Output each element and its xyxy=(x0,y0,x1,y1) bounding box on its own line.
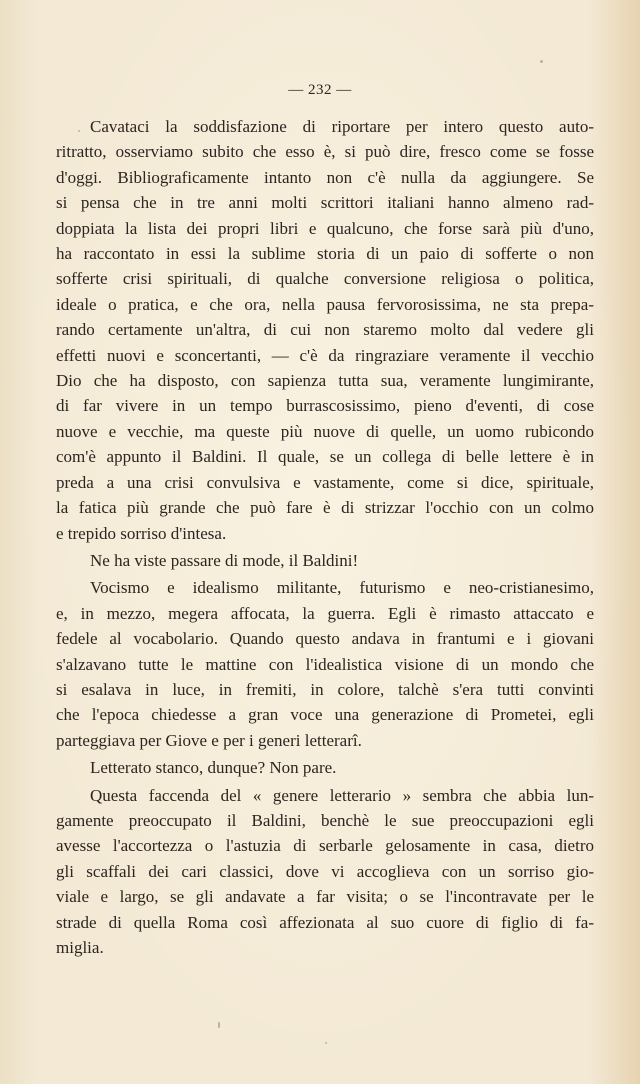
paper-speck xyxy=(78,130,80,132)
paper-speck xyxy=(325,1042,327,1044)
text-line: miglia. xyxy=(56,938,104,957)
text-line: rando certamente un'altra, di cui non staremo molto dal vedere gli xyxy=(56,320,594,340)
paragraph xyxy=(56,755,594,780)
text-line: Letterato stanco, dunque? Non pare. xyxy=(90,758,337,778)
paper-speck xyxy=(218,1022,220,1028)
text-line: e trepido sorriso d'intesa. xyxy=(56,523,227,543)
text-line: avesse l'accortezza o l'astuzia di serbarle gelosamente in casa, dietro xyxy=(56,836,594,856)
text-line: viale e largo, se gli andavate a far visita; o se l'incontravate per le xyxy=(56,887,594,907)
text-line: e, in mezzo, megera affocata, la guerra. Egli è rimasto attaccato e xyxy=(56,603,594,623)
text-line: d'oggi. Bibliograficamente intanto non c'è nulla da aggiungere. Se xyxy=(56,167,594,187)
text-line: Dio che ha disposto, con sapienza tutta sua, veramente lungimirante, xyxy=(56,371,594,391)
text-line: gamente preoccupato il Baldini, benchè le sue preoccupazioni egli xyxy=(56,810,594,830)
text-line: com'è appunto il Baldini. Il quale, se un collega di belle lettere è in xyxy=(56,447,594,467)
text-line: di far vivere in un tempo burrascosissimo, pieno d'eventi, di cose xyxy=(56,396,594,416)
paragraph xyxy=(56,575,594,753)
text-line: s'alzavano tutte le mattine con l'idealistica visione di un mondo che xyxy=(56,654,594,674)
text-line: Ne ha viste passare di mode, il Baldini! xyxy=(90,550,359,570)
paragraph xyxy=(56,783,594,961)
text-line: doppiata la lista dei propri libri e qualcuno, che forse sarà più d'uno, xyxy=(56,218,594,238)
paragraph xyxy=(56,548,594,573)
text-line: si pensa che in tre anni molti scrittori italiani hanno almeno rad- xyxy=(56,193,594,213)
text-line: strade di quella Roma così affezionata al suo cuore di figlio di fa- xyxy=(56,912,594,932)
text-line: Questa faccenda del « genere letterario » sembra che abbia lun- xyxy=(90,785,594,805)
text-line: ideale o pratica, e che ora, nella pausa fervorosissima, ne sta prepa- xyxy=(56,294,594,314)
text-line: Cavataci la soddisfazione di riportare per intero questo auto- xyxy=(90,117,594,136)
text-line: ha raccontato in essi la sublime storia di un paio di sofferte o non xyxy=(56,244,594,264)
text-line: si esalava in luce, in fremiti, in colore, talchè s'era tutti convinti xyxy=(56,679,594,699)
paper-speck xyxy=(540,60,543,63)
text-line: sofferte crisi spirituali, di qualche conversione religiosa o politica, xyxy=(56,269,594,289)
text-line: preda a una crisi convulsiva e vastamente, come si dice, spirituale, xyxy=(56,472,594,492)
paragraph xyxy=(56,114,594,546)
text-line: fedele al vocabolario. Quando questo andava in frantumi e i giovani xyxy=(56,629,594,649)
text-line: gli scaffali dei cari classici, dove vi accoglieva con un sorriso gio- xyxy=(56,861,594,881)
text-line: ritratto, osserviamo subito che esso è, si può dire, fresco come se fosse xyxy=(56,142,594,162)
text-line: effetti nuovi e sconcertanti, — c'è da ringraziare veramente il vecchio xyxy=(56,345,594,365)
text-line: parteggiava per Giove e per i generi letterarî. xyxy=(56,730,362,750)
text-line: Vocismo e idealismo militante, futurismo e neo-cristianesimo, xyxy=(90,578,594,598)
text-line: la fatica più grande che può fare è di strizzar l'occhio con un colmo xyxy=(56,498,594,518)
body-text xyxy=(56,114,594,960)
text-line: che l'epoca chiedesse a gran voce una generazione di Prometei, egli xyxy=(56,705,594,725)
page-number: — 232 — xyxy=(288,82,352,98)
text-line: nuove e vecchie, ma queste più nuove di quelle, un uomo rubicondo xyxy=(56,421,594,441)
